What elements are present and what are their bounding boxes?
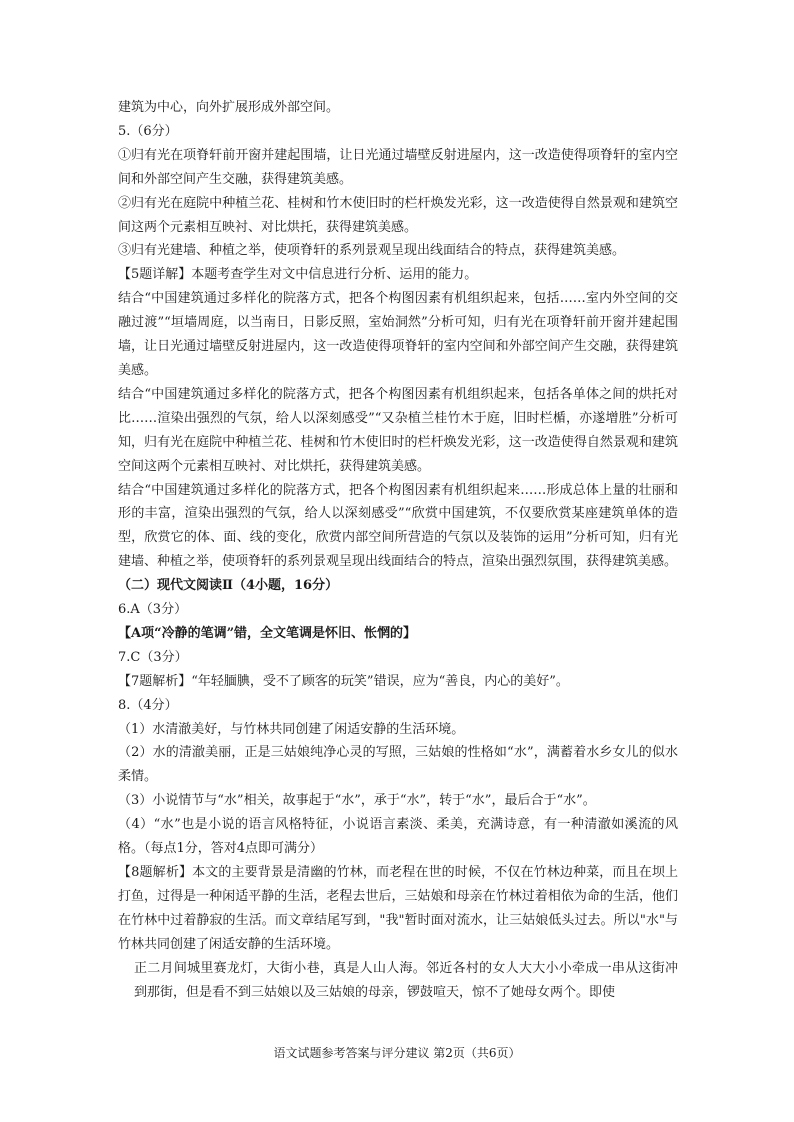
question-8-explanation: 【8题解析】本文的主要背景是清幽的竹林，而老程在世的时候，不仅在竹林边种菜，而且在坝上打鱼，过得是一种闲适平静的生活，老程去世后，三姑娘和母亲在竹林过着相依为命的生活，他们在竹林中过着静寂的生活。而文章结尾写到，"我"暂时面对流水，让三姑娘低头过去。所以"水"与竹林共同创建了闲适安静的生活环境。 (118, 865, 678, 952)
question-5-heading: 5.（6分） (118, 123, 178, 139)
page-footer: 语文试题参考答案与评分建议 第2页（共6页） (273, 1046, 521, 1060)
answer-5-point-3: ③归有光建墙、种植之举，使项脊轩的系列景观呈现出线面结合的特点，获得建筑美感。 (118, 243, 626, 259)
question-5-explanation: 【5题详解】本题考查学生对文中信息进行分析、运用的能力。 (118, 267, 478, 283)
answer-5-point-1: ①归有光在项脊轩前开窗并建起围墙，让日光通过墙壁反射进屋内，这一改造使得项脊轩的室内空间和外部空间产生交融，获得建筑美感。 (118, 147, 678, 187)
question-6-note: 【A项“冷静的笔调”错，全文笔调是怀旧、怅惘的】 (118, 625, 417, 641)
answer-8-point-2: （2）水的清澈美丽，正是三姑娘纯净心灵的写照，三姑娘的性格如“水”，满蓄着水乡女儿的似水柔情。 (118, 745, 678, 785)
paragraph-intro: 建筑为中心，向外扩展形成外部空间。 (118, 100, 340, 115)
answer-5-point-2: ②归有光在庭院中种植兰花、桂树和竹木使旧时的栏杆焕发光彩，这一改造使得自然景观和建筑空间这两个元素相互映衬、对比烘托，获得建筑美感。 (118, 195, 678, 235)
explanation-5-para-1: 结合“中国建筑通过多样化的院落方式，把各个构图因素有机组织起来，包括……室内外空间的交融过渡”“垣墙周庭，以当南日，日影反照，室始洞然”分析可知，归有光在项脊轩前开窗并建起围墙，让日光通过墙壁反射进屋内，这一改造使得项脊轩的室内空间和外部空间产生交融，获得建筑美感。 (118, 291, 678, 378)
document-body (118, 96, 678, 1004)
answer-8-point-1: （1）水清澈美好，与竹林共同创建了闲适安静的生活环境。 (118, 721, 465, 737)
quoted-passage: 正二月间城里赛龙灯，大街小巷，真是人山人海。邻近各村的女人大大小小牵成一串从这街冲到那街，但是看不到三姑娘以及三姑娘的母亲，锣鼓喧天，惊不了她母女两个。即使 (134, 960, 678, 1000)
explanation-5-para-3: 结合“中国建筑通过多样化的院落方式，把各个构图因素有机组织起来……形成总体上量的壮丽和形的丰富，渲染出强烈的气氛，给人以深刻感受”“欣赏中国建筑，不仅要欣赏某座建筑单体的造型，欣赏它的体、面、线的变化，欣赏内部空间所营造的气氛以及装饰的运用”分析可知，归有光建墙、种植之举，使项脊轩的系列景观呈现出线面结合的特点，渲染出强烈氛围，获得建筑美感。 (118, 482, 678, 570)
explanation-5-para-2: 结合“中国建筑通过多样化的院落方式，把各个构图因素有机组织起来，包括各单体之间的烘托对比……渲染出强烈的气氛，给人以深刻感受”“又杂植兰桂竹木于庭，旧时栏楯，亦遂增胜”分析可知，归有光在庭院中种植兰花、桂树和竹木使旧时的栏杆焕发光彩，这一改造使得自然景观和建筑空间这两个元素相互映衬、对比烘托，获得建筑美感。 (118, 386, 678, 474)
answer-8-point-4: （4）“水”也是小说的语言风格特征，小说语言素淡、柔美，充满诗意，有一种清澈如溪流的风格。（每点1分，答对4点即可满分） (118, 817, 678, 857)
answer-8-point-3: （3）小说情节与“水”相关，故事起于“水”，承于“水”，转于“水”，最后合于“水”。 (118, 793, 596, 809)
question-6-answer: 6.A（3分） (118, 602, 188, 618)
question-7-answer: 7.C（3分） (118, 649, 188, 665)
section-heading: （二）现代文阅读Ⅱ（4小题，16分） (118, 578, 339, 594)
question-7-explanation: 【7题解析】“年轻腼腆，受不了顾客的玩笑”错误，应为“善良，内心的美好”。 (118, 673, 569, 689)
question-8-heading: 8.（4分） (118, 697, 178, 713)
